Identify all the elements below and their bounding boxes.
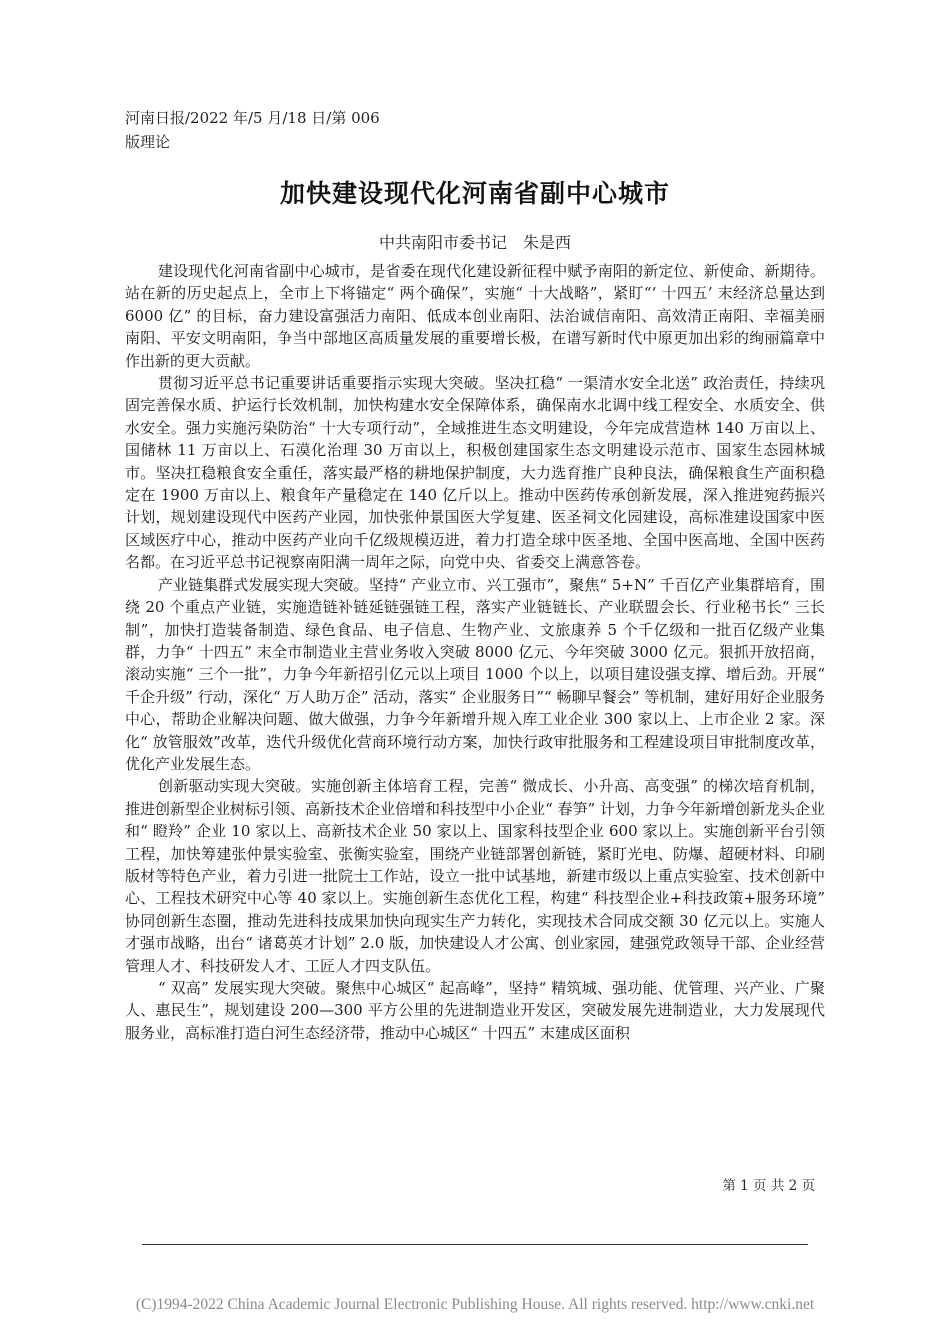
article-body: [125, 260, 825, 1044]
paragraph: 创新驱动实现大突破。实施创新主体培育工程，完善“ 微成长、小升高、高变强” 的梯次培育机制，推进创新型企业树标引领、高新技术企业倍增和科技型中小企业“ 春笋” 计划，力争今年新增创新龙头企业和“ 瞪羚” 企业 10 家以上、高新技术企业 50 家以上、国家科技型企业 600 家以上。实施创新平台引领工程，加快筹建张仲景实验室、张衡实验室，围绕产业链部署创新链，紧盯光电、防爆、超硬材料、印刷版材等特色产业，着力引进一批院士工作站，设立一批中试基地，新建市级以上重点实验室、技术创新中心、工程技术研究中心等 40 家以上。实施创新生态优化工程，构建“ 科技型企业+科技政策+服务环境” 协同创新生态圈，推动先进科技成果加快向现实生产力转化，实现技术合同成交额 30 亿元以上。实施人才强市战略，出台“ 诸葛英才计划” 2.0 版，加快建设人才公寓、创业家园，建强党政领导干部、企业经营管理人才、科技研发人才、工匠人才四支队伍。: [125, 777, 825, 975]
paragraph: 建设现代化河南省副中心城市，是省委在现代化建设新征程中赋予南阳的新定位、新使命、新期待。站在新的历史起点上，全市上下将锚定“ 两个确保”，实施“ 十大战略”，紧盯“‘ 十四五’ 末经济总量达到 6000 亿” 的目标，奋力建设富强活力南阳、低成本创业南阳、法治诚信南阳、高效清正南阳、幸福美丽南阳、平安文明南阳，争当中部地区高质量发展的重要增长极，在谱写新时代中原更加出彩的绚丽篇章中作出新的更大贡献。: [125, 262, 825, 370]
paragraph: 贯彻习近平总书记重要讲话重要指示实现大突破。坚决扛稳“ 一渠清水安全北送” 政治责任，持续巩固完善保水质、护运行长效机制，加快构建水安全保障体系，确保南水北调中线工程安全、水质安全、供水安全。强力实施污染防治“ 十大专项行动”，全域推进生态文明建设，今年完成营造林 140 万亩以上、国储林 11 万亩以上、石漠化治理 30 万亩以上，积极创建国家生态文明建设示范市、国家生态园林城市。坚决扛稳粮食安全重任，落实最严格的耕地保护制度，大力选育推广良种良法，确保粮食生产面积稳定在 1900 万亩以上、粮食年产量稳定在 140 亿斤以上。推动中医药传承创新发展，深入推进宛药振兴计划，规划建设现代中医药产业园，加快张仲景国医大学复建、医圣祠文化园建设，高标准建设国家中医区域医疗中心，推动中医药产业向千亿级规模迈进，着力打造全球中医圣地、全国中医高地、全国中医药名都。在习近平总书记视察南阳满一周年之际，向党中央、省委交上满意答卷。: [125, 374, 825, 572]
article-title: 加快建设现代化河南省副中心城市: [279, 179, 670, 208]
page-number: 第 1 页 共 2 页: [722, 1178, 815, 1194]
article-author: 中共南阳市委书记 朱是西: [378, 233, 571, 252]
paragraph: 产业链集群式发展实现大突破。坚持“ 产业立市、兴工强市”，聚焦“ 5+N” 千百亿产业集群培育，围绕 20 个重点产业链，实施造链补链延链强链工程，落实产业链链长、产业联盟会长、行业秘书长“ 三长制”，加快打造装备制造、绿色食品、电子信息、生物产业、文旅康养 5 个千亿级和一批百亿级产业集群，力争“ 十四五” 末全市制造业主营业务收入突破 8000 亿元、今年突破 3000 亿元。狠抓开放招商，滚动实施“ 三个一批”，力争今年新招引亿元以上项目 1000 个以上，以项目建设强支撑、增后劲。开展“ 千企升级” 行动，深化“ 万人助万企” 活动，落实“ 企业服务日”“ 畅聊早餐会” 等机制，建好用好企业服务中心，帮助企业解决问题、做大做强，力争今年新增升规入库工业企业 300 家以上、上市企业 2 家。深化“ 放管服效”改革，迭代升级优化营商环境行动方案，加快行政审批服务和工程建设项目审批制度改革，优化产业发展生态。: [125, 575, 825, 773]
source-line-2: 版理论: [125, 133, 171, 151]
copyright-watermark: (C)1994-2022 China Academic Journal Electronic Publishing House. All rights reserved. http://www.cnki.net: [135, 1296, 815, 1313]
source-line: [125, 106, 425, 154]
source-line-1: 河南日报/2022 年/5 月/18 日/第 006: [125, 109, 380, 127]
paragraph: “ 双高” 发展实现大突破。聚焦中心城区“ 起高峰”，坚持“ 精筑城、强功能、优管理、兴产业、广聚人、惠民生”，规划建设 200—300 平方公里的先进制造业开发区，突破发展先进制造业，大力发展现代服务业，高标准打造白河生态经济带，推动中心城区“ 十四五” 末建成区面积: [125, 979, 825, 1042]
footer-divider: [142, 1244, 808, 1245]
